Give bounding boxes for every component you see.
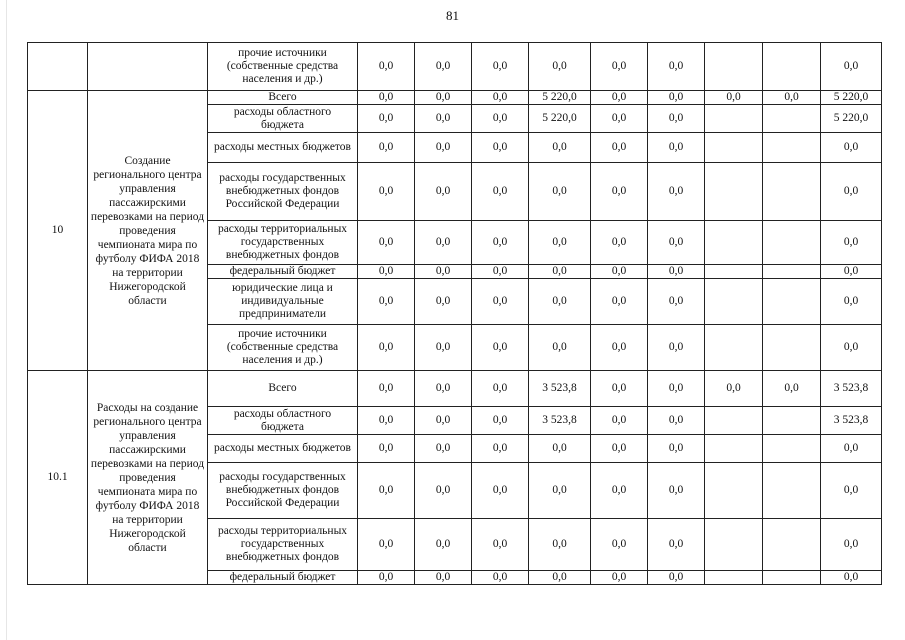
value-cell: 0,0 [591,325,648,371]
value-cell: 0,0 [648,133,705,163]
value-cell: 0,0 [415,371,472,407]
value-cell: 0,0 [591,279,648,325]
value-cell: 0,0 [415,133,472,163]
measure-name-cell: Расходы на создание регионального центра управления пассажирскими перевозками на период проведения чемпионата мира по футболу ФИФА 2018 на территории Нижегородской области [88,371,208,585]
value-cell: 3 523,8 [529,371,591,407]
value-cell: 0,0 [358,91,415,105]
value-cell: 0,0 [472,265,529,279]
value-cell: 0,0 [821,571,882,585]
funding-source-cell: федеральный бюджет [208,571,358,585]
page-number: 81 [446,8,459,23]
row-number-cell: 10.1 [28,371,88,585]
funding-source-cell: Всего [208,371,358,407]
value-cell: 0,0 [358,435,415,463]
value-cell: 0,0 [472,407,529,435]
value-cell [705,105,763,133]
value-cell: 0,0 [591,133,648,163]
value-cell [763,325,821,371]
measure-name-cell [88,43,208,91]
value-cell: 0,0 [472,325,529,371]
value-cell [763,105,821,133]
value-cell: 5 220,0 [529,91,591,105]
value-cell: 0,0 [358,519,415,571]
value-cell: 0,0 [529,463,591,519]
value-cell: 0,0 [358,265,415,279]
value-cell: 0,0 [763,91,821,105]
funding-source-cell: федеральный бюджет [208,265,358,279]
row-number-cell [28,43,88,91]
value-cell: 0,0 [648,265,705,279]
value-cell: 0,0 [472,163,529,221]
value-cell: 0,0 [591,91,648,105]
value-cell: 0,0 [358,163,415,221]
value-cell: 3 523,8 [821,407,882,435]
value-cell [763,265,821,279]
value-cell: 0,0 [591,105,648,133]
value-cell [763,571,821,585]
value-cell: 0,0 [415,571,472,585]
funding-source-cell: Всего [208,91,358,105]
value-cell: 0,0 [821,43,882,91]
value-cell: 0,0 [821,163,882,221]
value-cell: 0,0 [591,371,648,407]
value-cell [763,407,821,435]
value-cell: 0,0 [472,279,529,325]
value-cell [763,221,821,265]
value-cell [705,279,763,325]
value-cell: 0,0 [472,463,529,519]
value-cell: 0,0 [705,371,763,407]
value-cell: 0,0 [821,435,882,463]
value-cell: 0,0 [705,91,763,105]
value-cell: 0,0 [415,519,472,571]
value-cell [705,163,763,221]
value-cell [705,463,763,519]
value-cell: 0,0 [415,325,472,371]
value-cell: 0,0 [591,519,648,571]
value-cell: 0,0 [415,435,472,463]
value-cell: 0,0 [415,221,472,265]
value-cell: 0,0 [821,221,882,265]
value-cell: 0,0 [415,105,472,133]
value-cell [705,571,763,585]
value-cell: 0,0 [415,265,472,279]
value-cell: 0,0 [648,221,705,265]
value-cell: 0,0 [648,325,705,371]
funding-source-cell: расходы областного бюджета [208,105,358,133]
value-cell: 5 220,0 [529,105,591,133]
value-cell: 0,0 [472,91,529,105]
value-cell: 0,0 [529,265,591,279]
value-cell: 0,0 [648,163,705,221]
value-cell: 0,0 [648,571,705,585]
value-cell: 5 220,0 [821,105,882,133]
value-cell [763,519,821,571]
value-cell: 0,0 [472,43,529,91]
value-cell: 3 523,8 [529,407,591,435]
value-cell: 0,0 [529,279,591,325]
value-cell [705,133,763,163]
value-cell: 0,0 [648,435,705,463]
table-row [28,43,882,91]
funding-source-cell: прочие источники (собственные средства населения и др.) [208,325,358,371]
funding-source-cell: юридические лица и индивидуальные предприниматели [208,279,358,325]
scan-edge-line [6,0,7,640]
value-cell: 0,0 [415,463,472,519]
value-cell: 0,0 [358,279,415,325]
funding-source-cell: расходы государственных внебюджетных фондов Российской Федерации [208,163,358,221]
value-cell: 0,0 [591,407,648,435]
value-cell: 0,0 [472,133,529,163]
value-cell: 0,0 [648,463,705,519]
value-cell [705,265,763,279]
value-cell: 3 523,8 [821,371,882,407]
value-cell: 0,0 [648,371,705,407]
value-cell [763,163,821,221]
table-row [28,371,882,407]
value-cell: 0,0 [821,325,882,371]
value-cell: 0,0 [358,43,415,91]
value-cell [763,435,821,463]
value-cell: 0,0 [415,163,472,221]
value-cell: 0,0 [821,463,882,519]
value-cell [705,435,763,463]
value-cell: 0,0 [472,371,529,407]
value-cell: 0,0 [648,105,705,133]
value-cell: 0,0 [472,435,529,463]
value-cell: 0,0 [358,105,415,133]
financing-table [27,42,882,585]
value-cell: 0,0 [648,407,705,435]
value-cell: 0,0 [358,571,415,585]
value-cell: 0,0 [472,105,529,133]
value-cell: 0,0 [529,519,591,571]
value-cell: 0,0 [591,43,648,91]
value-cell [705,221,763,265]
value-cell: 0,0 [415,43,472,91]
value-cell: 0,0 [648,91,705,105]
value-cell: 0,0 [529,221,591,265]
value-cell: 0,0 [648,43,705,91]
value-cell [763,463,821,519]
value-cell: 0,0 [821,279,882,325]
value-cell: 0,0 [821,133,882,163]
value-cell: 0,0 [358,133,415,163]
measure-name-cell: Создание регионального центра управления пассажирскими перевозками на период проведения чемпионата мира по футболу ФИФА 2018 на территории Нижегородской области [88,91,208,371]
value-cell: 0,0 [529,163,591,221]
row-number-cell: 10 [28,91,88,371]
value-cell [705,325,763,371]
value-cell: 0,0 [591,435,648,463]
value-cell: 0,0 [591,571,648,585]
value-cell: 0,0 [529,435,591,463]
value-cell: 0,0 [472,519,529,571]
value-cell [705,407,763,435]
value-cell: 0,0 [591,163,648,221]
value-cell [763,43,821,91]
value-cell: 0,0 [358,221,415,265]
table-body [28,43,882,585]
funding-source-cell: расходы территориальных государственных внебюджетных фондов [208,519,358,571]
value-cell: 0,0 [358,325,415,371]
value-cell: 0,0 [415,91,472,105]
value-cell: 0,0 [529,325,591,371]
value-cell: 0,0 [358,371,415,407]
value-cell: 0,0 [529,571,591,585]
value-cell [705,519,763,571]
value-cell: 0,0 [415,407,472,435]
value-cell: 0,0 [648,519,705,571]
funding-source-cell: расходы государственных внебюджетных фондов Российской Федерации [208,463,358,519]
value-cell: 0,0 [415,279,472,325]
value-cell: 0,0 [472,571,529,585]
value-cell: 0,0 [821,265,882,279]
value-cell: 0,0 [591,221,648,265]
value-cell [763,133,821,163]
value-cell: 0,0 [591,265,648,279]
value-cell: 0,0 [763,371,821,407]
funding-source-cell: расходы местных бюджетов [208,435,358,463]
funding-source-cell: расходы местных бюджетов [208,133,358,163]
value-cell: 0,0 [648,279,705,325]
value-cell: 0,0 [358,463,415,519]
funding-source-cell: расходы областного бюджета [208,407,358,435]
value-cell: 0,0 [472,221,529,265]
funding-source-cell: прочие источники (собственные средства населения и др.) [208,43,358,91]
value-cell: 0,0 [529,133,591,163]
value-cell: 0,0 [591,463,648,519]
table-row [28,91,882,105]
value-cell [705,43,763,91]
value-cell [763,279,821,325]
value-cell: 0,0 [358,407,415,435]
value-cell: 5 220,0 [821,91,882,105]
value-cell: 0,0 [529,43,591,91]
value-cell: 0,0 [821,519,882,571]
funding-source-cell: расходы территориальных государственных внебюджетных фондов [208,221,358,265]
